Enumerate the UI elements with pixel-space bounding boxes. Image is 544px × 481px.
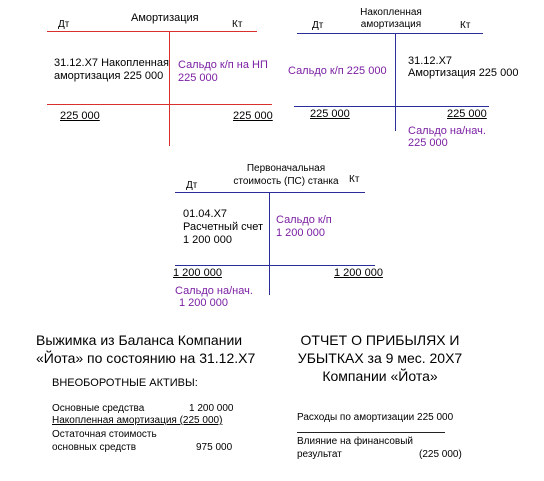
amort-debit-entry-2: амортизация 225 000 xyxy=(54,70,164,82)
accamort-title-2: амортизация xyxy=(360,19,422,30)
cost-total-line xyxy=(175,265,375,266)
amort-top-line xyxy=(47,31,257,32)
cost-kt: Кт xyxy=(349,174,360,185)
cost-credit-entry-2: 1 200 000 xyxy=(276,227,325,239)
amort-credit-entry-1: Сальдо к/п на НП xyxy=(178,59,268,71)
accamort-opening-balance-value: 225 000 xyxy=(408,137,448,149)
amort-credit-total: 225 000 xyxy=(233,110,273,122)
balance-row-accumulated-amortization: Накопленная амортизация (225 000) xyxy=(52,415,223,426)
accamort-title-1: Накопленная xyxy=(360,7,422,18)
amort-debit-total: 225 000 xyxy=(60,110,100,122)
amort-center-line xyxy=(169,31,170,146)
pnl-title-2: УБЫТКАХ за 9 мес. 20Х7 xyxy=(297,350,463,366)
amort-title: Амортизация xyxy=(131,12,199,24)
balance-row-fixed-assets-label: Основные средства xyxy=(52,403,145,414)
accamort-dt: Дт xyxy=(312,20,324,31)
balance-title-2: «Йота» по состоянию на 31.12.Х7 xyxy=(36,350,256,366)
pnl-result-value: (225 000) xyxy=(419,449,462,460)
cost-center-line xyxy=(269,192,270,295)
accamort-center-line xyxy=(395,33,396,131)
accamort-credit-total: 225 000 xyxy=(447,108,487,120)
amort-credit-entry-2: 225 000 xyxy=(178,72,218,84)
cost-dt: Дт xyxy=(186,180,198,191)
cost-opening-balance-value: 1 200 000 xyxy=(179,297,228,309)
accamort-debit-total: 225 000 xyxy=(310,108,350,120)
cost-debit-entry-3: 1 200 000 xyxy=(183,234,232,246)
cost-title-1: Первоначальная xyxy=(246,163,326,174)
pnl-title-3: Компании «Йота» xyxy=(322,368,438,384)
accamort-opening-balance-label: Сальдо на/нач. xyxy=(408,125,486,137)
amort-kt: Кт xyxy=(232,19,243,30)
cost-top-line xyxy=(175,192,365,193)
amort-debit-entry-1: 31.12.Х7 Накопленная xyxy=(54,57,169,69)
balance-row-fixed-assets-value: 1 200 000 xyxy=(189,403,234,414)
balance-row-residual-value: 975 000 xyxy=(196,442,233,453)
pnl-title-1: ОТЧЕТ О ПРИБЫЛЯХ И xyxy=(300,332,460,348)
balance-row-residual-label-1: Остаточная стоимость xyxy=(52,429,157,440)
pnl-expense-line: Расходы по амортизации 225 000 xyxy=(297,412,454,423)
cost-debit-entry-1: 01.04.Х7 xyxy=(183,208,228,220)
pnl-result-label-2: результат xyxy=(297,449,342,460)
accamort-total-line xyxy=(294,106,489,107)
accamort-debit-entry: Сальдо к/п 225 000 xyxy=(288,65,387,77)
accamort-top-line xyxy=(297,33,483,34)
cost-credit-entry-1: Сальдо к/п xyxy=(276,214,332,226)
amort-dt: Дт xyxy=(58,19,70,30)
pnl-result-label-1: Влияние на финансовый xyxy=(297,436,413,447)
balance-row-residual-label-2: основных средств xyxy=(52,442,137,453)
amort-total-line xyxy=(47,104,272,105)
cost-title-2: стоимость (ПС) станка xyxy=(233,176,339,187)
accamort-credit-entry-2: Амортизация 225 000 xyxy=(408,67,519,79)
pnl-divider xyxy=(297,432,445,433)
balance-section: ВНЕОБОРОТНЫЕ АКТИВЫ: xyxy=(52,377,198,389)
accamort-kt: Кт xyxy=(460,20,471,31)
cost-opening-balance-label: Сальдо на/нач. xyxy=(175,285,253,297)
balance-title-1: Выжимка из Баланса Компании xyxy=(36,332,243,348)
accamort-credit-entry-1: 31.12.Х7 xyxy=(408,55,453,67)
cost-credit-total: 1 200 000 xyxy=(334,267,383,279)
cost-debit-total: 1 200 000 xyxy=(173,267,222,279)
cost-debit-entry-2: Расчетный счет xyxy=(183,221,264,233)
